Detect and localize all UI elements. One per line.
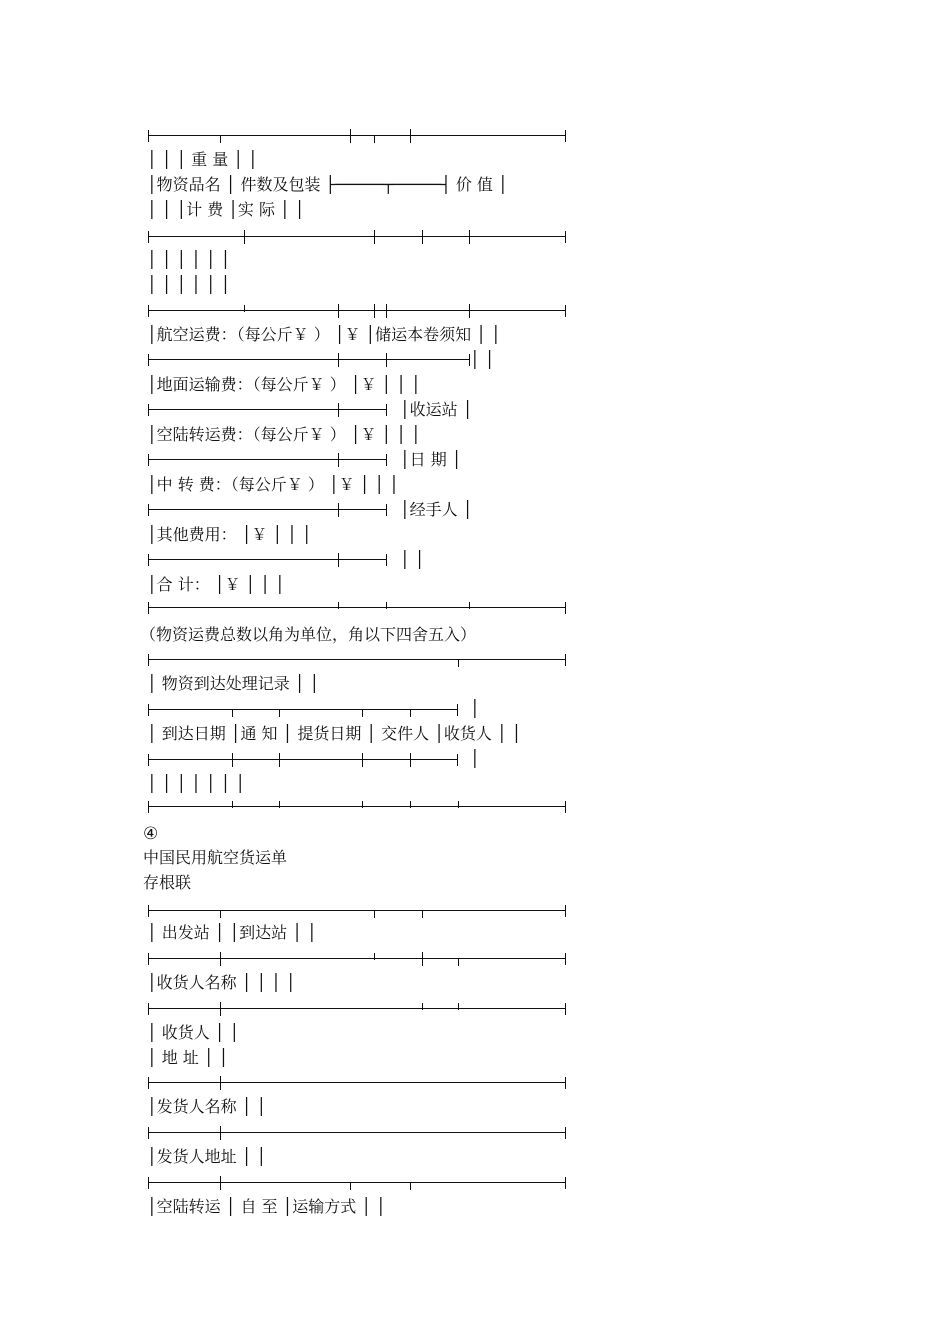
weight-row: │ │ │ 重 量 │ │ (147, 150, 258, 169)
table-bottom-rule (148, 607, 566, 620)
address-row: │ 地 址 │ │ (147, 1048, 229, 1067)
table-rule (148, 1182, 566, 1195)
blank-pair: │ │ (400, 550, 425, 569)
table-rule (148, 910, 566, 923)
rounding-note: （物资运费总数以角为单位，角以下四舍五入） (140, 625, 477, 644)
table-rule (148, 459, 387, 472)
form-number: ④ (143, 824, 159, 844)
table-rule (148, 310, 566, 323)
ground-freight-row: │地面运输费：（每公斤￥ ） │￥ │ │ │ (147, 375, 421, 394)
stations-row: │ 出发站 │ │到达站 │ │ (147, 923, 317, 942)
shipper-name-row: │发货人名称 │ │ (147, 1097, 267, 1116)
form-title: 中国民用航空货运单 (143, 848, 288, 867)
blank-row: │ │ │ │ │ │ (147, 275, 231, 294)
blank-row: │ │ │ │ │ │ (147, 250, 231, 269)
table-rule (148, 759, 458, 772)
table-rule (148, 958, 566, 971)
table-bottom-rule (148, 806, 566, 819)
receiving-station-label: │收运站 │ (400, 400, 473, 419)
total-row: │合 计： │￥ │ │ │ (147, 575, 285, 594)
table-rule (148, 1082, 566, 1095)
arrival-blank-row: │ │ │ │ │ │ │ (147, 774, 245, 793)
table-rule (148, 409, 387, 422)
table-rule (148, 1132, 566, 1145)
table-rule (148, 135, 566, 148)
transfer-row: │空陆转运 │ 自 至 │运输方式 │ │ (147, 1197, 386, 1216)
rule-tail: │ (470, 699, 480, 718)
item-name-row: │物资品名 │ 件数及包装 ├─────┬─────┤ 价 值 │ (147, 175, 508, 194)
rule-tail: │ │ (470, 350, 495, 369)
transfer-fee-row: │中 转 费：（每公斤￥ ） │￥ │ │ │ (147, 475, 399, 494)
charge-row: │ │ │计 费 │实 际 │ │ (147, 200, 305, 219)
other-fees-row: │其他费用： │￥ │ │ │ (147, 525, 312, 544)
arrival-headers-row: │ 到达日期 │通 知 │ 提货日期 │ 交件人 │收货人 │ │ (147, 724, 522, 743)
consignee-name-row: │收货人名称 │ │ │ │ (147, 973, 296, 992)
land-air-transfer-row: │空陆转运费：（每公斤￥ ） │￥ │ │ │ (147, 425, 421, 444)
arrival-record-title: │ 物资到达处理记录 │ │ (147, 674, 320, 693)
shipper-address-row: │发货人地址 │ │ (147, 1147, 267, 1166)
consignee-row: │ 收货人 │ │ (147, 1023, 240, 1042)
table-rule (148, 236, 566, 249)
handler-label: │经手人 │ (400, 500, 473, 519)
rule-tail: │ (470, 749, 480, 768)
table-rule (148, 359, 470, 372)
table-rule (148, 509, 387, 522)
table-rule (148, 1008, 566, 1021)
table-rule (148, 709, 458, 722)
form-subtitle: 存根联 (143, 873, 192, 892)
air-freight-row: │航空运费：（每公斤￥ ） │￥ │储运本卷须知 │ │ (147, 325, 501, 344)
date-label: │日 期 │ (400, 450, 462, 469)
table-rule (148, 559, 387, 572)
table-rule (148, 659, 566, 672)
